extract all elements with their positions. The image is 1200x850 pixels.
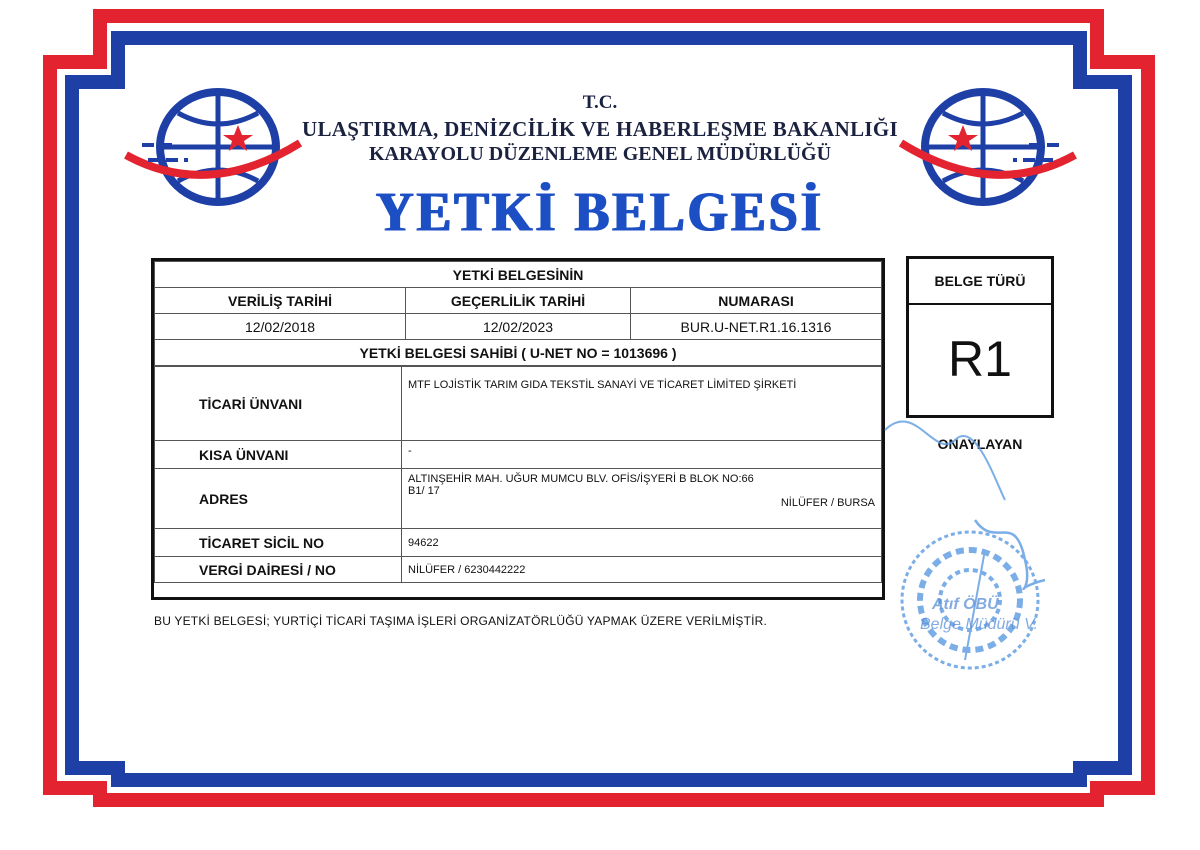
- certificate-footnote: BU YETKİ BELGESİ; YURTİÇİ TİCARİ TAŞIMA İŞLERİ ORGANİZATÖRLÜĞÜ YAPMAK ÜZERE VERİLMİŞTİR.: [154, 614, 768, 628]
- value-address-cell: [402, 469, 882, 529]
- value-address: ALTINŞEHİR MAH. UĞUR MUMCU BLV. OFİS/İŞYERİ B BLOK NO:66 B1/ 17: [408, 473, 754, 497]
- header-directorate: KARAYOLU DÜZENLEME GENEL MÜDÜRLÜĞÜ: [368, 143, 832, 165]
- certificate-number-value: BUR.U-NET.R1.16.1316: [631, 314, 882, 340]
- section-title-certificate: YETKİ BELGESİNİN: [155, 262, 882, 288]
- value-trade-name: MTF LOJİSTİK TARIM GIDA TEKSTİL SANAYİ VE TİCARET LİMİTED ŞİRKETİ: [402, 367, 882, 441]
- value-trade-registry: 94622: [402, 529, 882, 557]
- col-header-number: NUMARASI: [631, 288, 882, 314]
- signer-name: Atıf ÖBÜ: [932, 596, 999, 613]
- document-type-label: BELGE TÜRÜ: [909, 259, 1051, 305]
- col-header-valid-date: GEÇERLİLİK TARİHİ: [406, 288, 631, 314]
- valid-date-value: 12/02/2023: [406, 314, 631, 340]
- header-ministry: ULAŞTIRMA, DENİZCİLİK VE HABERLEŞME BAKANLIĞI: [302, 117, 898, 141]
- label-trade-name: TİCARİ ÜNVANI: [155, 367, 402, 441]
- section-title-holder: YETKİ BELGESİ SAHİBİ ( U-NET NO = 1013696 ): [155, 340, 882, 366]
- signer-title: Belge Müdürü V.: [920, 616, 1038, 633]
- certificate-table: [151, 258, 885, 600]
- value-short-name: -: [402, 441, 882, 469]
- document-type-value: R1: [948, 331, 1012, 387]
- issue-date-value: 12/02/2018: [155, 314, 406, 340]
- value-address-city: NİLÜFER / BURSA: [780, 497, 875, 509]
- col-header-issue-date: VERİLİŞ TARİHİ: [155, 288, 406, 314]
- label-trade-registry: TİCARET SİCİL NO: [155, 529, 402, 557]
- document-title: YETKİ BELGESİ: [376, 181, 824, 244]
- label-address: ADRES: [155, 469, 402, 529]
- header-tc: T.C.: [582, 92, 618, 113]
- official-stamp-icon: [875, 400, 1075, 680]
- value-tax-office: NİLÜFER / 6230442222: [402, 557, 882, 583]
- label-short-name: KISA ÜNVANI: [155, 441, 402, 469]
- document-type-box: [906, 256, 1054, 418]
- label-tax-office: VERGİ DAİRESİ / NO: [155, 557, 402, 583]
- approver-label: ONAYLAYAN: [937, 436, 1023, 452]
